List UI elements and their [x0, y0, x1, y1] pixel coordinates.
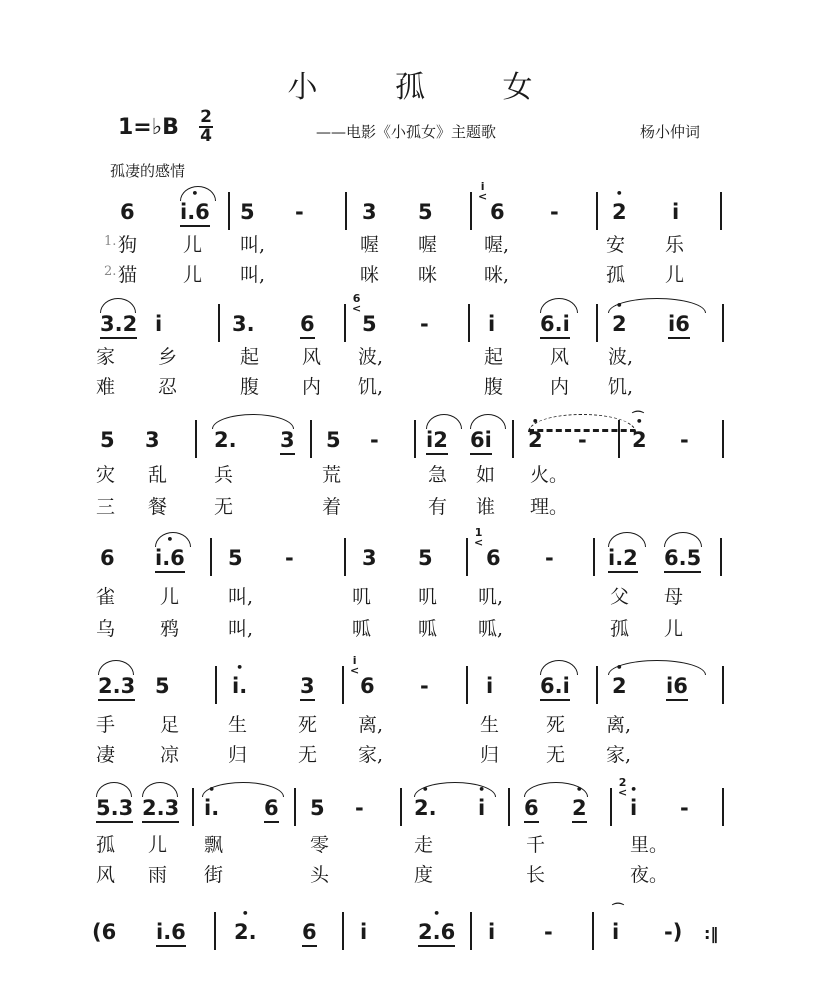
note: 5 — [100, 428, 115, 452]
note: - — [545, 546, 554, 570]
note: • i — [630, 796, 637, 820]
note: 3.2 — [100, 312, 137, 339]
note: 6 — [302, 920, 317, 947]
note: 6 — [300, 312, 315, 339]
note: (6 — [92, 920, 117, 944]
note: 5 — [418, 200, 433, 224]
note: 5 — [228, 546, 243, 570]
note: • i — [478, 796, 485, 820]
note: 6 — [360, 674, 375, 698]
note: - — [370, 428, 379, 452]
note: - — [680, 796, 689, 820]
tempo-marking: 孤凄的感情 — [110, 162, 186, 180]
note: 3. — [232, 312, 255, 336]
note: 6.i — [540, 312, 570, 339]
note: • 2. — [414, 796, 437, 820]
note: 5 — [326, 428, 341, 452]
note: • i. — [232, 674, 247, 698]
note: • 2 — [632, 428, 647, 452]
note: • 2 — [612, 674, 627, 698]
note: 3 — [300, 674, 315, 701]
note: 3 — [145, 428, 160, 452]
note: 2. — [214, 428, 237, 452]
note: 2.3 — [142, 796, 179, 823]
note: 5 — [240, 200, 255, 224]
note: - — [355, 796, 364, 820]
note: i.6 — [156, 920, 186, 947]
note: 6 — [264, 796, 279, 823]
key-signature: 1=♭B — [118, 115, 179, 140]
note: i — [488, 920, 496, 944]
note: i — [360, 920, 368, 944]
note: 6.i — [540, 674, 570, 701]
note: - — [578, 428, 587, 452]
note: 5 — [418, 546, 433, 570]
note: • i. — [204, 796, 219, 820]
note: 3 — [362, 546, 377, 570]
note: • 2 — [572, 796, 587, 823]
note: i6 — [666, 674, 688, 701]
note: 5 — [310, 796, 325, 820]
note: 6 — [486, 546, 501, 570]
lyricist-credit: 杨小仲词 — [640, 123, 701, 141]
meter-top: 2 — [200, 107, 212, 127]
note: - — [544, 920, 553, 944]
note: 6 — [524, 796, 539, 823]
note: • i.6 — [180, 200, 210, 227]
repeat-sign: :‖ — [704, 924, 719, 943]
subtitle: ——电影《小孤女》主题歌 — [316, 123, 497, 141]
note: i — [155, 312, 163, 336]
note: 6i — [470, 428, 492, 455]
note: 6 — [490, 200, 505, 224]
time-signature — [199, 107, 213, 146]
note: - — [680, 428, 689, 452]
note: • 2. — [234, 920, 257, 944]
meter-bottom: 4 — [200, 126, 212, 146]
note: i — [612, 920, 620, 944]
song-title: 小 孤 女 — [287, 70, 567, 105]
note: • 2.6 — [418, 920, 455, 947]
note: i.2 — [608, 546, 638, 573]
note: i — [486, 674, 494, 698]
note: 5 — [155, 674, 170, 698]
note: • i.6 — [155, 546, 185, 573]
note: 3 — [280, 428, 295, 455]
note: i — [488, 312, 496, 336]
note: 3 — [362, 200, 377, 224]
note: 5.3 — [96, 796, 133, 823]
note: • 2 — [612, 200, 627, 224]
note: -) — [664, 920, 683, 944]
note: - — [295, 200, 304, 224]
note: 6 — [100, 546, 115, 570]
note: - — [285, 546, 294, 570]
note: 2.3 — [98, 674, 135, 701]
note: • 2 — [612, 312, 627, 336]
note: i2 — [426, 428, 448, 455]
note: 6.5 — [664, 546, 701, 573]
note: i — [672, 200, 680, 224]
note: i6 — [668, 312, 690, 339]
note: 5 — [362, 312, 377, 336]
note: - — [420, 312, 429, 336]
note: 6 — [120, 200, 135, 224]
note: • 2 — [528, 428, 543, 452]
note: - — [420, 674, 429, 698]
note: - — [550, 200, 559, 224]
